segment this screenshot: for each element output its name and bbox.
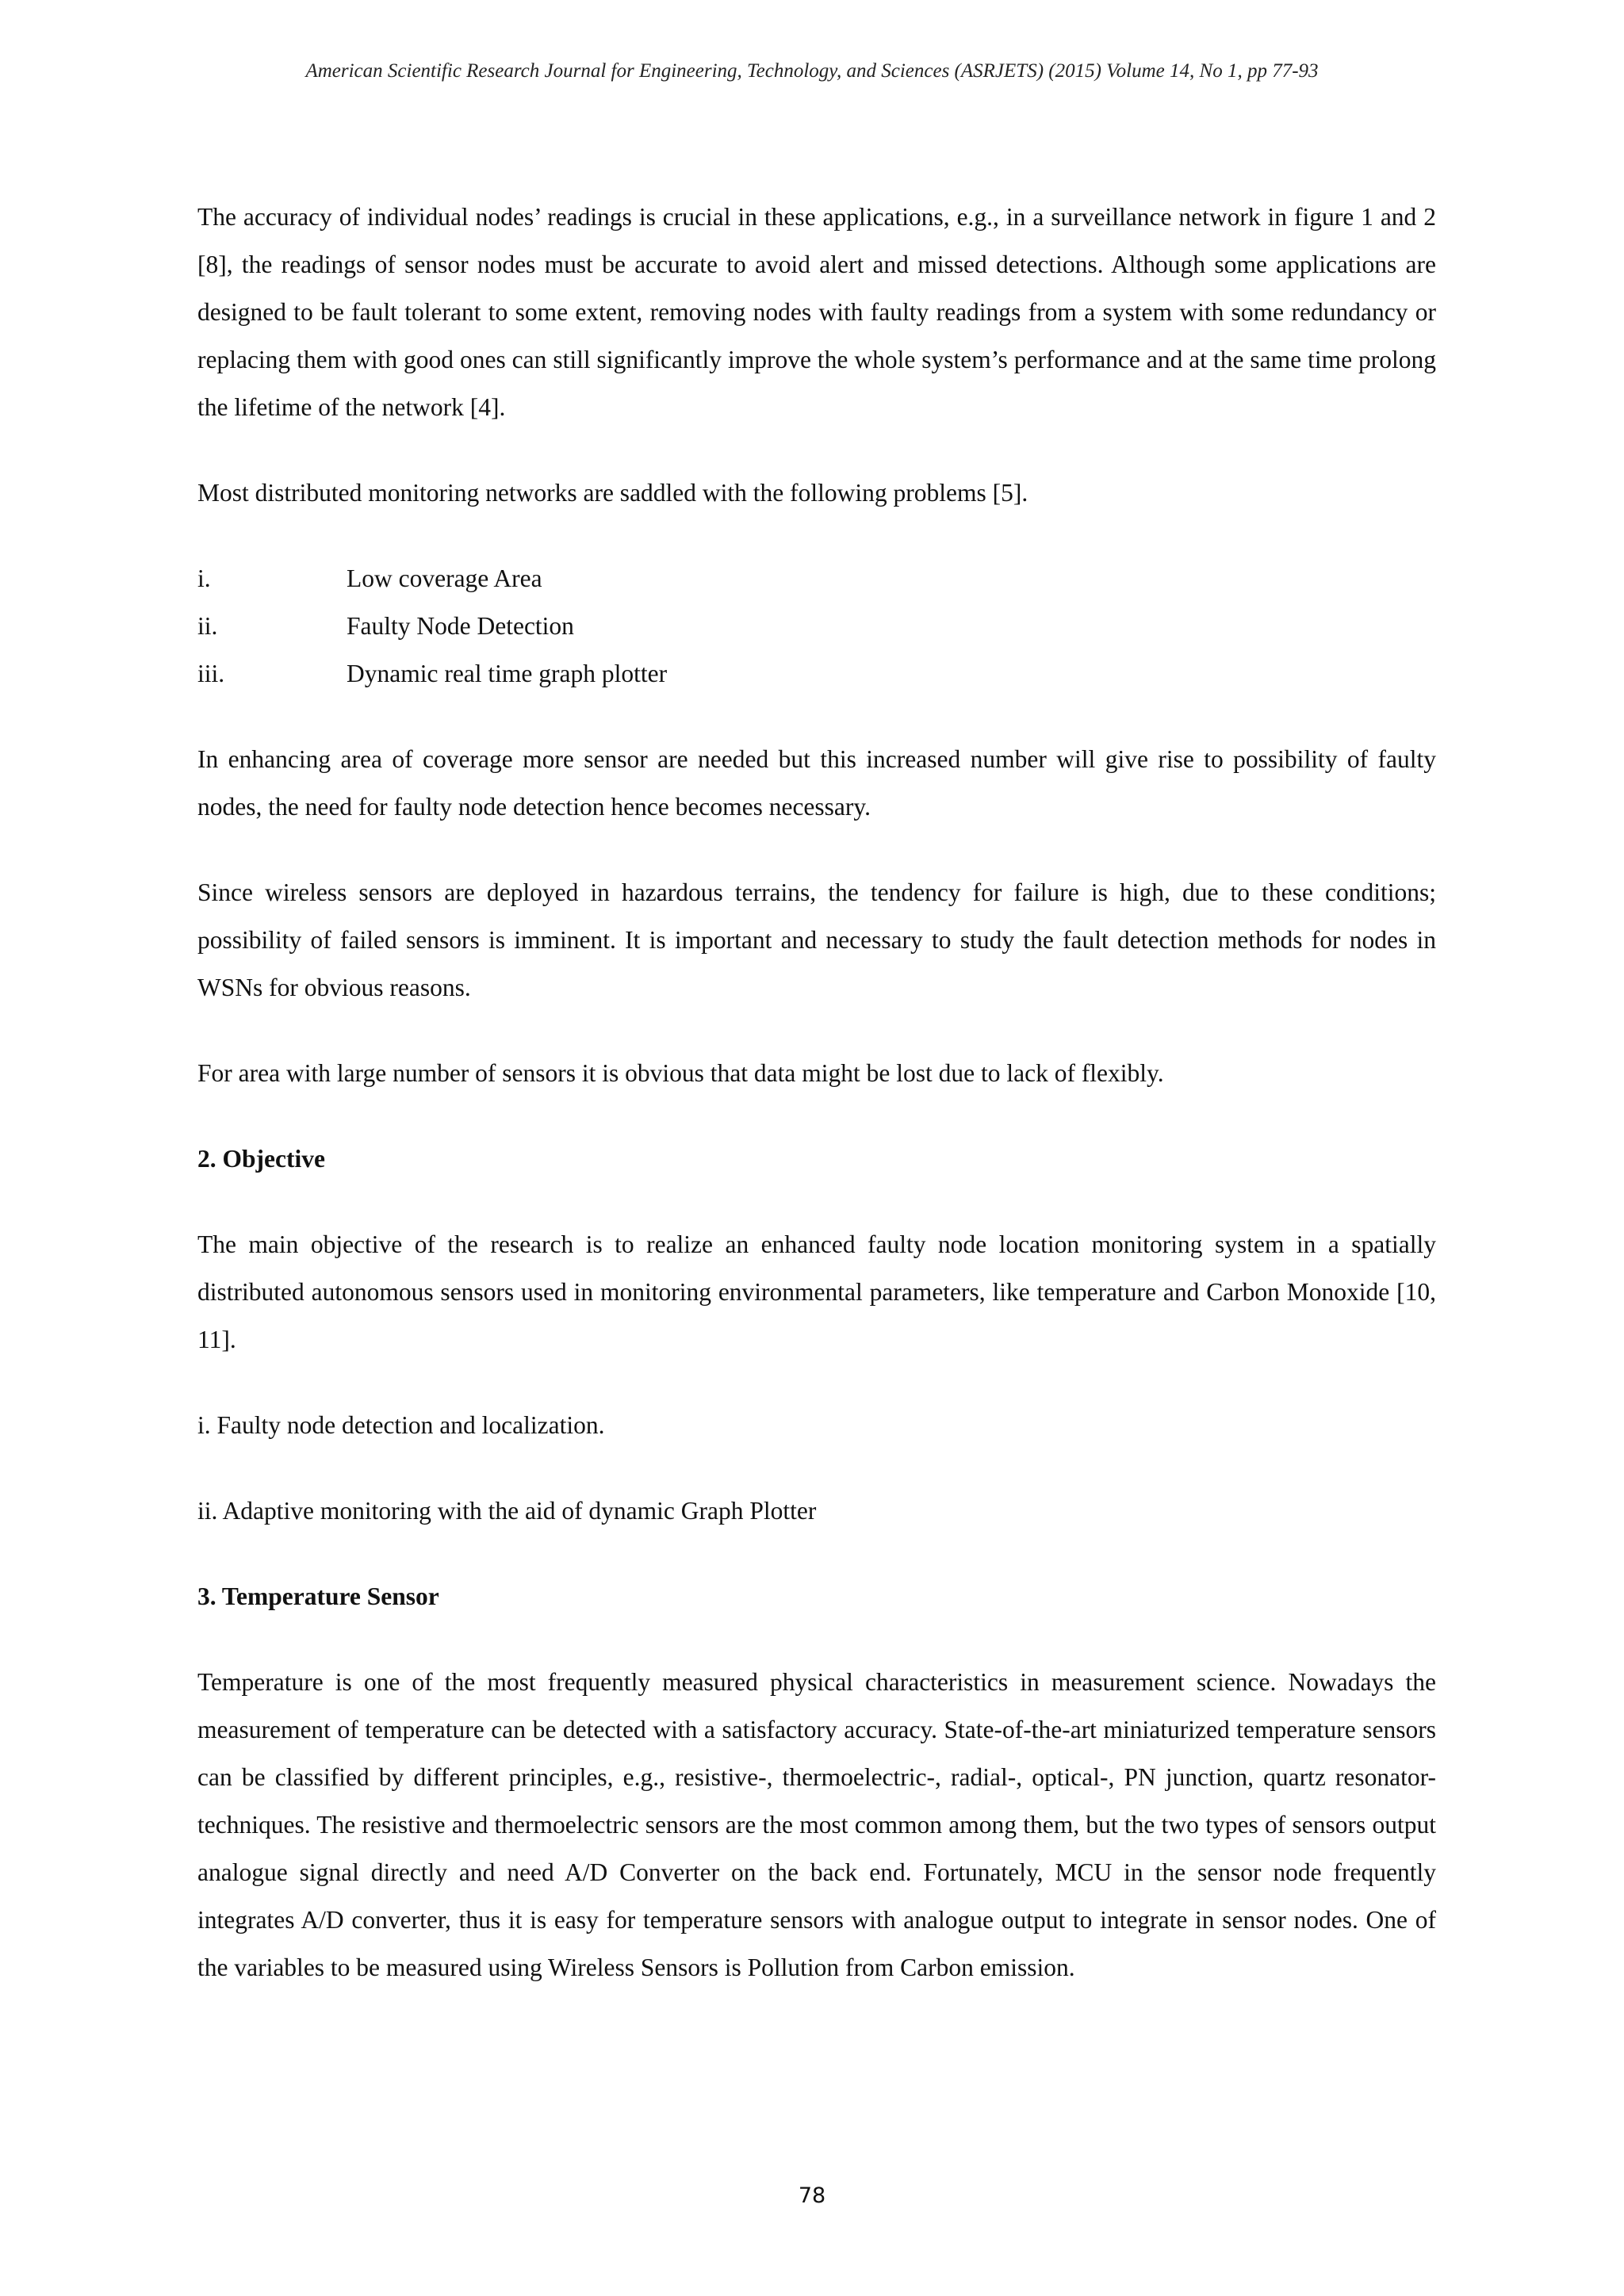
data-loss-paragraph: For area with large number of sensors it is obvious that data might be lost due to lack of flexibly. [197, 1059, 1164, 1087]
section-heading-objective: 2. Objective [197, 1145, 325, 1173]
temperature-sensor-paragraph: Temperature is one of the most frequently measured physical characteristics in measurement science. Nowadays the measurement of temperature can be detected with a satisfactory accuracy. State-of-the-art miniaturized temperature sensors can be classified by different principles, e.g., resistive-, thermoelectric-, radial-, optical-, PN junction, quartz resonator- techniques. The resistive and thermoelectric sensors are the most common among them, but the two types of sensors output analogue signal directly and need A/D Converter on the back end. Fortunately, MCU in the sensor node frequently integrates A/D converter, thus it is easy for temperature sensors with analogue output to integrate in sensor nodes. One of the variables to be measured using Wireless Sensors is Pollution from Carbon emission. [197, 1668, 1436, 1981]
list-item-text: Faulty Node Detection [347, 612, 574, 640]
list-item-text: Low coverage Area [347, 564, 542, 592]
list-item [197, 555, 1436, 603]
hazard-paragraph: Since wireless sensors are deployed in hazardous terrains, the tendency for failure is high, due to these conditions; possibility of failed sensors is imminent. It is important and necessary to study the fault detection methods for nodes in WSNs for obvious reasons. [197, 878, 1436, 1001]
coverage-paragraph: In enhancing area of coverage more sensor are needed but this increased number will give rise to possibility of faulty nodes, the need for faulty node detection hence becomes necessary. [197, 745, 1436, 821]
page-number: 78 [798, 2183, 826, 2208]
list-item-number: ii. [197, 612, 218, 640]
objective-item-1: i. Faulty node detection and localization. [197, 1411, 605, 1439]
list-item-number: iii. [197, 660, 225, 687]
list-item [197, 603, 1436, 650]
section-heading-temperature-sensor: 3. Temperature Sensor [197, 1582, 439, 1610]
objective-paragraph: The main objective of the research is to realize an enhanced faulty node location monitoring system in a spatially distributed autonomous sensors used in monitoring environmental parameters, like temperature and Carbon Monoxide [10, 11]. [197, 1230, 1436, 1353]
list-item [197, 650, 1436, 698]
journal-running-header: American Scientific Research Journal for Engineering, Technology, and Sciences (ASRJETS) (2015) Volume 14, No 1, pp 77-93 [305, 60, 1319, 82]
problems-lead-paragraph: Most distributed monitoring networks are saddled with the following problems [5]. [197, 479, 1028, 507]
problems-list [197, 555, 1436, 698]
article-body [197, 193, 1436, 1992]
list-item-number: i. [197, 564, 211, 592]
objective-item-2: ii. Adaptive monitoring with the aid of dynamic Graph Plotter [197, 1497, 817, 1525]
intro-paragraph: The accuracy of individual nodes’ readings is crucial in these applications, e.g., in a surveillance network in figure 1 and 2 [8], the readings of sensor nodes must be accurate to avoid alert and missed detections. Although some applications are designed to be fault tolerant to some extent, removing nodes with faulty readings from a system with some redundancy or replacing them with good ones can still significantly improve the whole system’s performance and at the same time prolong the lifetime of the network [4]. [197, 203, 1436, 421]
list-item-text: Dynamic real time graph plotter [347, 660, 668, 687]
